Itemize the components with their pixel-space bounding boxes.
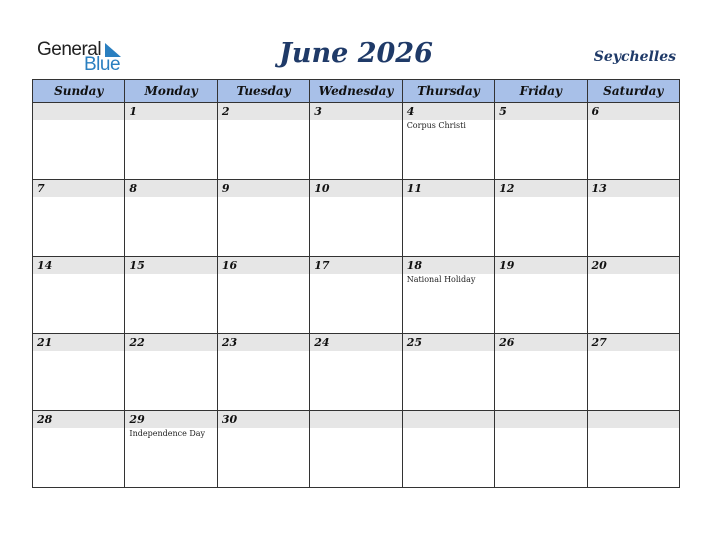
day-cell bbox=[33, 411, 125, 488]
day-cell bbox=[125, 257, 217, 334]
day-cell bbox=[125, 180, 217, 257]
day-cell bbox=[587, 103, 679, 180]
holiday-label bbox=[218, 120, 309, 121]
day-number: 9 bbox=[218, 180, 309, 197]
day-number: 24 bbox=[310, 334, 401, 351]
day-number: 11 bbox=[403, 180, 494, 197]
week-row bbox=[33, 103, 680, 180]
holiday-label bbox=[588, 197, 679, 198]
holiday-label bbox=[310, 351, 401, 352]
holiday-label bbox=[218, 428, 309, 429]
holiday-label bbox=[33, 428, 124, 429]
day-number: 6 bbox=[588, 103, 679, 120]
day-cell bbox=[217, 411, 309, 488]
day-number: 30 bbox=[218, 411, 309, 428]
day-cell bbox=[310, 180, 402, 257]
day-number: 15 bbox=[125, 257, 216, 274]
holiday-label: Corpus Christi bbox=[406, 121, 466, 130]
calendar-grid bbox=[32, 79, 680, 488]
holiday-label bbox=[403, 351, 494, 352]
day-number: 1 bbox=[125, 103, 216, 120]
holiday-label bbox=[588, 274, 679, 275]
day-number bbox=[33, 103, 124, 120]
day-cell bbox=[33, 257, 125, 334]
day-number bbox=[495, 411, 586, 428]
holiday-label bbox=[218, 351, 309, 352]
day-cell bbox=[495, 334, 587, 411]
logo-word-blue: Blue bbox=[84, 54, 121, 75]
holiday-label bbox=[588, 351, 679, 352]
day-number: 21 bbox=[33, 334, 124, 351]
day-number: 5 bbox=[495, 103, 586, 120]
day-number: 8 bbox=[125, 180, 216, 197]
holiday-label: National Holiday bbox=[406, 275, 476, 284]
holiday-label bbox=[33, 274, 124, 275]
day-cell bbox=[217, 334, 309, 411]
holiday-label bbox=[125, 120, 216, 121]
holiday-label bbox=[588, 428, 679, 429]
day-cell bbox=[495, 257, 587, 334]
day-cell bbox=[310, 257, 402, 334]
day-cell bbox=[495, 180, 587, 257]
day-number: 29 bbox=[125, 411, 216, 428]
day-number: 25 bbox=[403, 334, 494, 351]
holiday-label bbox=[403, 197, 494, 198]
day-cell bbox=[310, 103, 402, 180]
holiday-label bbox=[125, 274, 216, 275]
holiday-label bbox=[218, 274, 309, 275]
day-cell bbox=[495, 411, 587, 488]
day-cell bbox=[125, 334, 217, 411]
day-cell bbox=[217, 103, 309, 180]
page-title: June 2026 bbox=[279, 38, 433, 69]
week-row bbox=[33, 334, 680, 411]
day-number: 22 bbox=[125, 334, 216, 351]
holiday-label bbox=[33, 120, 124, 121]
day-cell bbox=[125, 411, 217, 488]
week-row bbox=[33, 180, 680, 257]
weekday-wednesday: Wednesday bbox=[310, 80, 402, 103]
holiday-label: Independence Day bbox=[129, 429, 206, 438]
week-row bbox=[33, 411, 680, 488]
weekday-sunday: Sunday bbox=[33, 80, 125, 103]
day-cell bbox=[495, 103, 587, 180]
day-number: 13 bbox=[588, 180, 679, 197]
day-number: 3 bbox=[310, 103, 401, 120]
day-cell bbox=[402, 257, 494, 334]
day-number: 28 bbox=[33, 411, 124, 428]
holiday-label bbox=[495, 120, 586, 121]
day-cell bbox=[217, 180, 309, 257]
day-number: 23 bbox=[218, 334, 309, 351]
logo-word-general: General bbox=[37, 39, 102, 60]
week-row bbox=[33, 257, 680, 334]
weekday-tuesday: Tuesday bbox=[217, 80, 309, 103]
holiday-label bbox=[310, 197, 401, 198]
day-number: 10 bbox=[310, 180, 401, 197]
weekday-friday: Friday bbox=[495, 80, 587, 103]
day-cell bbox=[402, 103, 494, 180]
holiday-label bbox=[588, 120, 679, 121]
holiday-label bbox=[125, 351, 216, 352]
holiday-label bbox=[495, 428, 586, 429]
country-label: Seychelles bbox=[593, 49, 676, 65]
holiday-label bbox=[495, 274, 586, 275]
day-cell bbox=[217, 257, 309, 334]
day-number: 16 bbox=[218, 257, 309, 274]
holiday-label bbox=[310, 428, 401, 429]
weekday-saturday: Saturday bbox=[587, 80, 679, 103]
day-cell bbox=[125, 103, 217, 180]
day-number: 4 bbox=[403, 103, 494, 120]
day-cell bbox=[402, 411, 494, 488]
day-number: 26 bbox=[495, 334, 586, 351]
holiday-label bbox=[495, 351, 586, 352]
day-number: 14 bbox=[33, 257, 124, 274]
day-cell bbox=[402, 334, 494, 411]
day-cell bbox=[587, 180, 679, 257]
day-cell bbox=[587, 257, 679, 334]
day-cell bbox=[310, 411, 402, 488]
day-number: 12 bbox=[495, 180, 586, 197]
day-cell bbox=[33, 180, 125, 257]
day-number bbox=[310, 411, 401, 428]
day-cell bbox=[33, 103, 125, 180]
day-number: 17 bbox=[310, 257, 401, 274]
day-cell bbox=[402, 180, 494, 257]
day-number: 2 bbox=[218, 103, 309, 120]
day-number: 19 bbox=[495, 257, 586, 274]
day-number: 7 bbox=[33, 180, 124, 197]
holiday-label bbox=[33, 351, 124, 352]
holiday-label bbox=[125, 197, 216, 198]
holiday-label bbox=[403, 428, 494, 429]
holiday-label bbox=[310, 274, 401, 275]
holiday-label bbox=[495, 197, 586, 198]
day-cell bbox=[587, 411, 679, 488]
day-cell bbox=[587, 334, 679, 411]
day-number: 18 bbox=[403, 257, 494, 274]
day-number: 20 bbox=[588, 257, 679, 274]
day-cell bbox=[33, 334, 125, 411]
day-number bbox=[588, 411, 679, 428]
holiday-label bbox=[33, 197, 124, 198]
day-number bbox=[403, 411, 494, 428]
weekday-header-row bbox=[33, 80, 680, 103]
weekday-monday: Monday bbox=[125, 80, 217, 103]
weekday-thursday: Thursday bbox=[402, 80, 494, 103]
holiday-label bbox=[310, 120, 401, 121]
day-number: 27 bbox=[588, 334, 679, 351]
holiday-label bbox=[218, 197, 309, 198]
day-cell bbox=[310, 334, 402, 411]
